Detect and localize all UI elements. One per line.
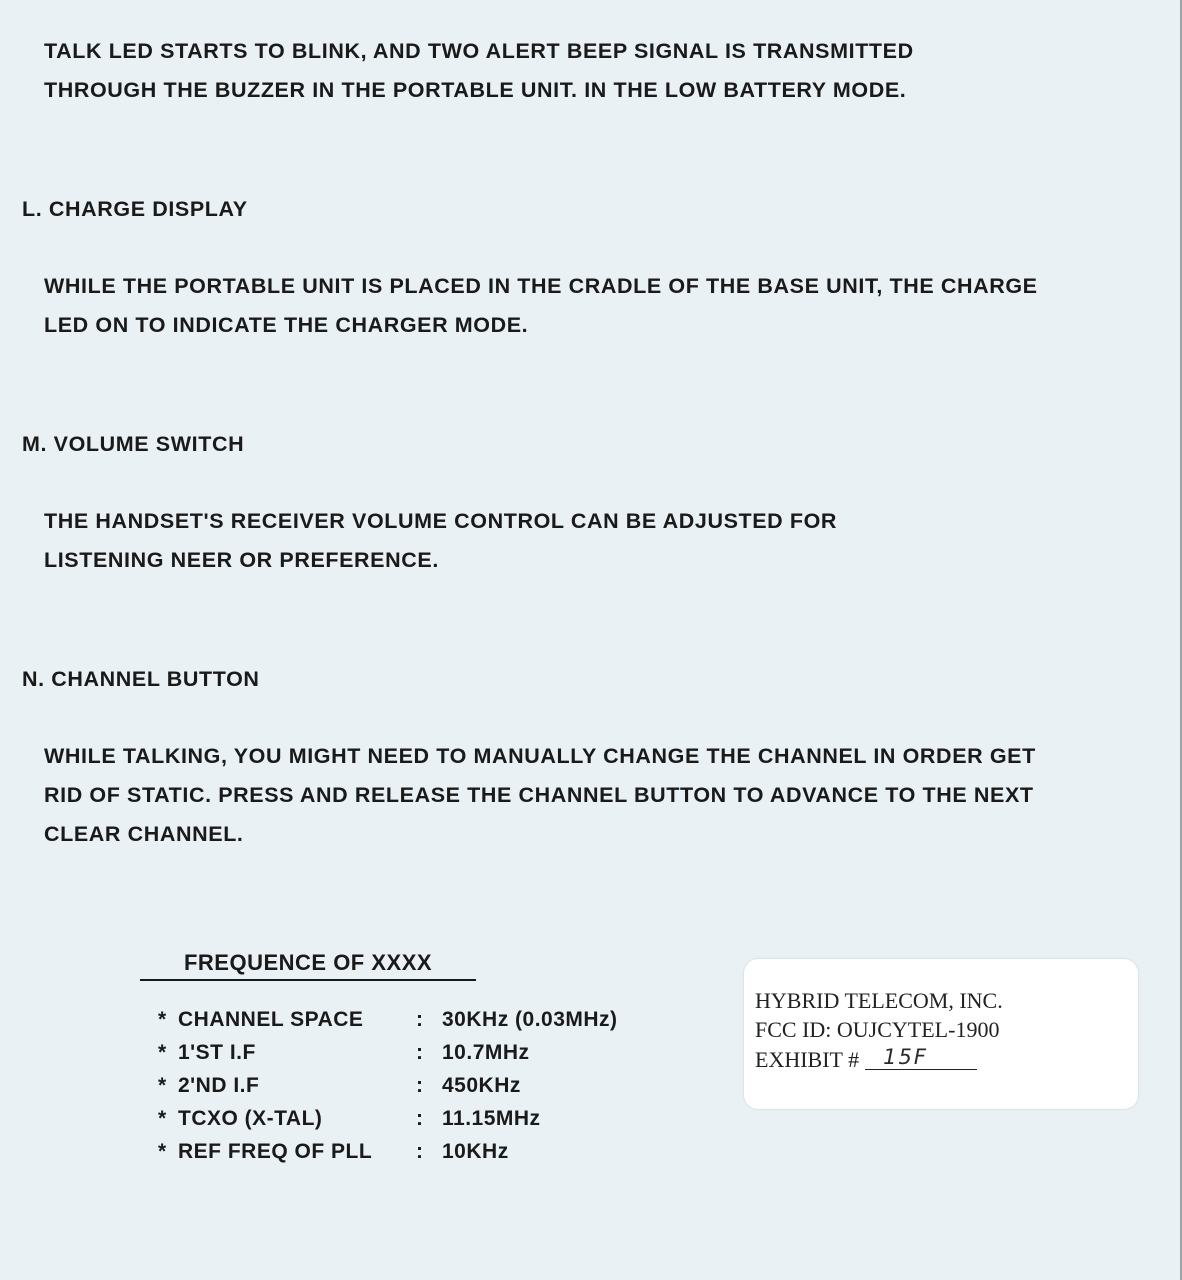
spec-value: 11.15MHz [442, 1107, 541, 1130]
spec-row-tcxo [158, 1102, 618, 1135]
spec-value: 10.7MHz [442, 1041, 530, 1064]
exhibit-label-card [744, 959, 1138, 1109]
spec-row-second-if [158, 1069, 618, 1102]
bullet: * [158, 1041, 167, 1064]
bullet: * [158, 1008, 167, 1031]
spec-colon: : [416, 1041, 424, 1064]
intro-line: TALK LED STARTS TO BLINK, AND TWO ALERT BEEP SIGNAL IS TRANSMITTED [44, 39, 914, 63]
body-line: CLEAR CHANNEL. [44, 822, 244, 846]
intro-paragraph [44, 32, 914, 110]
spec-name: 1'ST I.F [178, 1041, 256, 1064]
exhibit-underline [865, 1047, 977, 1070]
bullet: * [158, 1107, 167, 1130]
intro-line: THROUGH THE BUZZER IN THE PORTABLE UNIT. IN THE LOW BATTERY MODE. [44, 78, 907, 102]
spec-colon: : [416, 1074, 424, 1097]
body-line: RID OF STATIC. PRESS AND RELEASE THE CHANNEL BUTTON TO ADVANCE TO THE NEXT [44, 783, 1034, 807]
exhibit-prefix: EXHIBIT # [755, 1047, 860, 1072]
section-heading-channel-button: N. CHANNEL BUTTON [22, 667, 260, 691]
frequency-title: FREQUENCE OF XXXX [140, 950, 476, 981]
section-body-volume-switch [44, 502, 837, 580]
spec-name: 2'ND I.F [178, 1074, 260, 1097]
spec-colon: : [416, 1008, 424, 1031]
body-line: THE HANDSET'S RECEIVER VOLUME CONTROL CAN BE ADJUSTED FOR [44, 509, 838, 533]
section-body-charge-display [44, 267, 1038, 345]
spec-row-first-if [158, 1036, 618, 1069]
spec-value: 450KHz [442, 1074, 521, 1097]
spec-row-channel-space [158, 1003, 618, 1036]
spec-value: 10KHz [442, 1140, 509, 1163]
bullet: * [158, 1074, 167, 1097]
bullet: * [158, 1140, 167, 1163]
body-line: WHILE TALKING, YOU MIGHT NEED TO MANUALLY CHANGE THE CHANNEL IN ORDER GET [44, 744, 1036, 768]
spec-name: CHANNEL SPACE [178, 1008, 364, 1031]
section-body-channel-button [44, 737, 1036, 854]
company-name: HYBRID TELECOM, INC. [755, 988, 1003, 1013]
exhibit-line [755, 1047, 977, 1073]
section-heading-charge-display: L. CHARGE DISPLAY [22, 197, 248, 221]
body-line: LISTENING NEER OR PREFERENCE. [44, 548, 439, 572]
exhibit-number-handwritten: 15F [883, 1045, 928, 1069]
spec-colon: : [416, 1140, 424, 1163]
spec-name: REF FREQ OF PLL [178, 1140, 373, 1163]
spec-colon: : [416, 1107, 424, 1130]
spec-row-ref-freq [158, 1135, 618, 1168]
frequency-spec-list [158, 1003, 618, 1168]
fcc-id: FCC ID: OUJCYTEL-1900 [755, 1017, 1000, 1042]
section-heading-volume-switch: M. VOLUME SWITCH [22, 432, 245, 456]
spec-name: TCXO (X-TAL) [178, 1107, 323, 1130]
body-line: LED ON TO INDICATE THE CHARGER MODE. [44, 313, 529, 337]
spec-value: 30KHz (0.03MHz) [442, 1008, 618, 1031]
body-line: WHILE THE PORTABLE UNIT IS PLACED IN THE CRADLE OF THE BASE UNIT, THE CHARGE [44, 274, 1038, 298]
